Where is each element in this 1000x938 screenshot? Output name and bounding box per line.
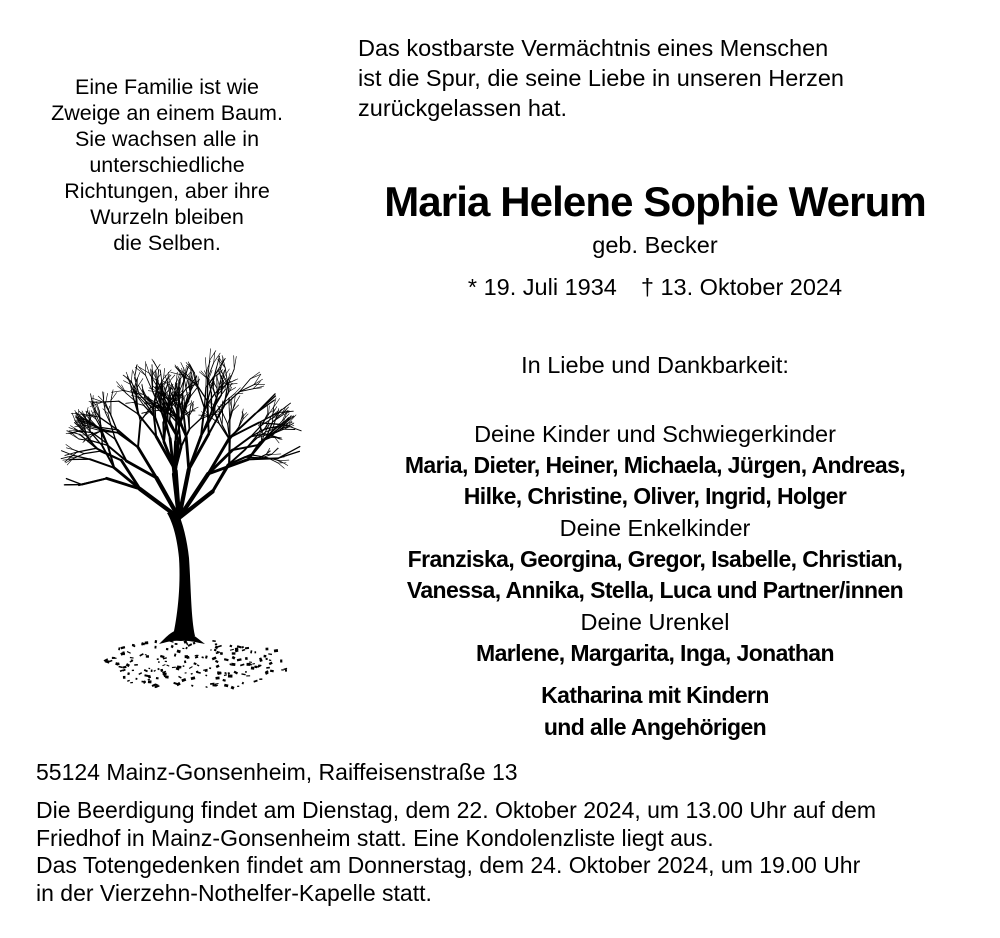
tree-icon — [55, 318, 315, 698]
birth-date: * 19. Juli 1934 — [467, 274, 617, 300]
quote-line: zurückgelassen hat. — [358, 95, 568, 121]
quote-line: Sie wachsen alle in — [74, 127, 260, 151]
grandchildren-names — [330, 544, 980, 606]
closing-names — [330, 679, 980, 743]
family-tree-quote — [22, 74, 312, 256]
funeral-line: Friedhof in Mainz-Gonsenheim statt. Eine Kondolenzliste liegt aus. — [36, 824, 714, 851]
great-grandchildren-label: Deine Urenkel — [580, 609, 730, 635]
quote-line: unterschiedliche — [89, 153, 245, 177]
family-intro: In Liebe und Dankbarkeit: — [521, 352, 789, 378]
mourning-address: 55124 Mainz-Gonsenheim, Raiffeisenstraße 13 — [36, 759, 518, 785]
quote-line: die Selben. — [113, 231, 221, 255]
death-date: † 13. Oktober 2024 — [640, 274, 843, 300]
birth-name: geb. Becker — [592, 232, 718, 258]
names-line: und alle Angehörigen — [543, 714, 767, 740]
life-dates — [330, 272, 980, 302]
family-section — [330, 350, 980, 743]
names-line: Hilke, Christine, Oliver, Ingrid, Holger — [463, 483, 847, 509]
quote-line: Zweige an einem Baum. — [51, 101, 283, 125]
great-grandchildren-names — [330, 638, 980, 669]
deceased-name: Maria Helene Sophie Werum — [384, 178, 926, 225]
quote-line: Richtungen, aber ihre — [64, 179, 270, 203]
quote-line: Das kostbarste Vermächtnis eines Menschen — [358, 35, 829, 61]
children-label: Deine Kinder und Schwiegerkinder — [474, 421, 836, 447]
funeral-line: in der Vierzehn-Nothelfer-Kapelle statt. — [36, 879, 432, 906]
names-line: Katharina mit Kindern — [541, 682, 769, 708]
grandchildren-label: Deine Enkelkinder — [559, 515, 751, 541]
legacy-quote — [358, 33, 978, 123]
quote-line: Eine Familie ist wie — [75, 75, 259, 99]
funeral-info — [36, 797, 986, 907]
names-line: Marlene, Margarita, Inga, Jonathan — [476, 640, 834, 666]
quote-line: ist die Spur, die seine Liebe in unseren Herzen — [358, 65, 844, 91]
names-line: Franziska, Georgina, Gregor, Isabelle, Christian, — [407, 546, 903, 572]
names-line: Vanessa, Annika, Stella, Luca und Partner/innen — [406, 577, 904, 603]
children-names — [330, 450, 980, 512]
names-line: Maria, Dieter, Heiner, Michaela, Jürgen, Andreas, — [404, 452, 906, 478]
funeral-line: Das Totengedenken findet am Donnerstag, dem 24. Oktober 2024, um 19.00 Uhr — [36, 852, 861, 878]
funeral-line: Die Beerdigung findet am Dienstag, dem 22. Oktober 2024, um 13.00 Uhr auf dem — [36, 797, 876, 823]
quote-line: Wurzeln bleiben — [90, 205, 244, 229]
